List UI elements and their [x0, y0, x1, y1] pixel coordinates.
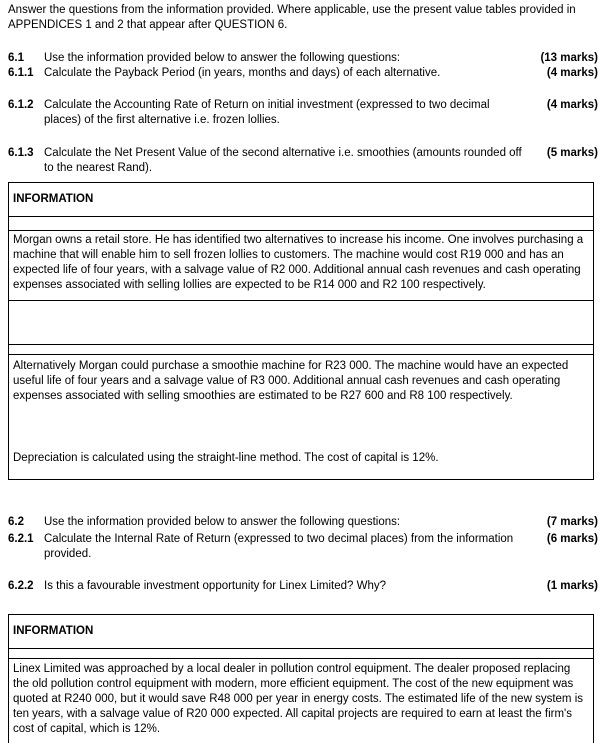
question-marks: (4 marks) — [546, 67, 598, 79]
instructions: Answer the questions from the information provided. Where applicable, use the present value tables provided in APPENDICES 1 and 2 that appear after QUESTION 6. — [8, 4, 576, 31]
question-number: 6.2 — [8, 516, 24, 528]
question-marks: (6 marks) — [546, 533, 598, 545]
question-marks: (13 marks) — [540, 52, 598, 64]
question-number: 6.1.2 — [8, 99, 34, 111]
question-text: Calculate the Net Present Value of the second alternative i.e. smoothies (amounts rounded off to the nearest Rand). — [44, 147, 522, 174]
question-number: 6.1.3 — [8, 147, 34, 159]
question-text: Calculate the Payback Period (in years, months and days) of each alternative. — [44, 67, 441, 79]
information-paragraph: Morgan owns a retail store. He has identified two alternatives to increase his income. One involves purchasing a machine that will enable him to sell frozen lollies to customers. The machine would cost R19 000 and has an expected life of four years, with a salvage value of R2 000. Additional annual cash revenues and cash operating expenses associated with selling lollies are expected to be R14 000 and R2 100 respectively. — [13, 234, 584, 291]
question-text: Use the information provided below to answer the following questions: — [44, 52, 401, 64]
information-paragraph: Depreciation is calculated using the straight-line method. The cost of capital is 12%. — [13, 452, 439, 464]
question-marks: (4 marks) — [546, 99, 598, 111]
question-text: Calculate the Accounting Rate of Return on initial investment (expressed to two decimal places) of the first alternative i.e. frozen lollies. — [44, 99, 490, 126]
information-paragraph: Linex Limited was approached by a local dealer in pollution control equipment. The dealer proposed replacing the old pollution control equipment with modern, more efficient equipment. The cost of the new equipment was quoted at R240 000, but it would save R48 000 per year in energy costs. The estimated life of the new system is ten years, with a salvage value of R20 000 expected. All capital projects are required to earn at least the firm's cost of capital, which is 12%. — [13, 663, 583, 735]
information-table-1 — [8, 182, 594, 480]
question-marks: (1 marks) — [546, 580, 598, 592]
question-marks: (5 marks) — [546, 147, 598, 159]
question-marks: (7 marks) — [546, 516, 598, 528]
information-heading: INFORMATION — [13, 193, 94, 205]
question-number: 6.1 — [8, 52, 24, 64]
question-text: Use the information provided below to answer the following questions: — [44, 516, 401, 528]
question-text: Calculate the Internal Rate of Return (expressed to two decimal places) from the information provided. — [44, 533, 514, 560]
question-text: Is this a favourable investment opportunity for Linex Limited? Why? — [44, 580, 386, 592]
question-number: 6.2.1 — [8, 533, 34, 545]
information-heading: INFORMATION — [13, 625, 94, 637]
question-number: 6.1.1 — [8, 67, 34, 79]
information-paragraph: Alternatively Morgan could purchase a smoothie machine for R23 000. The machine would have an expected useful life of four years and a salvage value of R3 000. Additional annual cash revenues and cash operating expenses associated with selling smoothies are estimated to be R27 600 and R8 100 respectively. — [13, 360, 569, 402]
question-number: 6.2.2 — [8, 580, 34, 592]
